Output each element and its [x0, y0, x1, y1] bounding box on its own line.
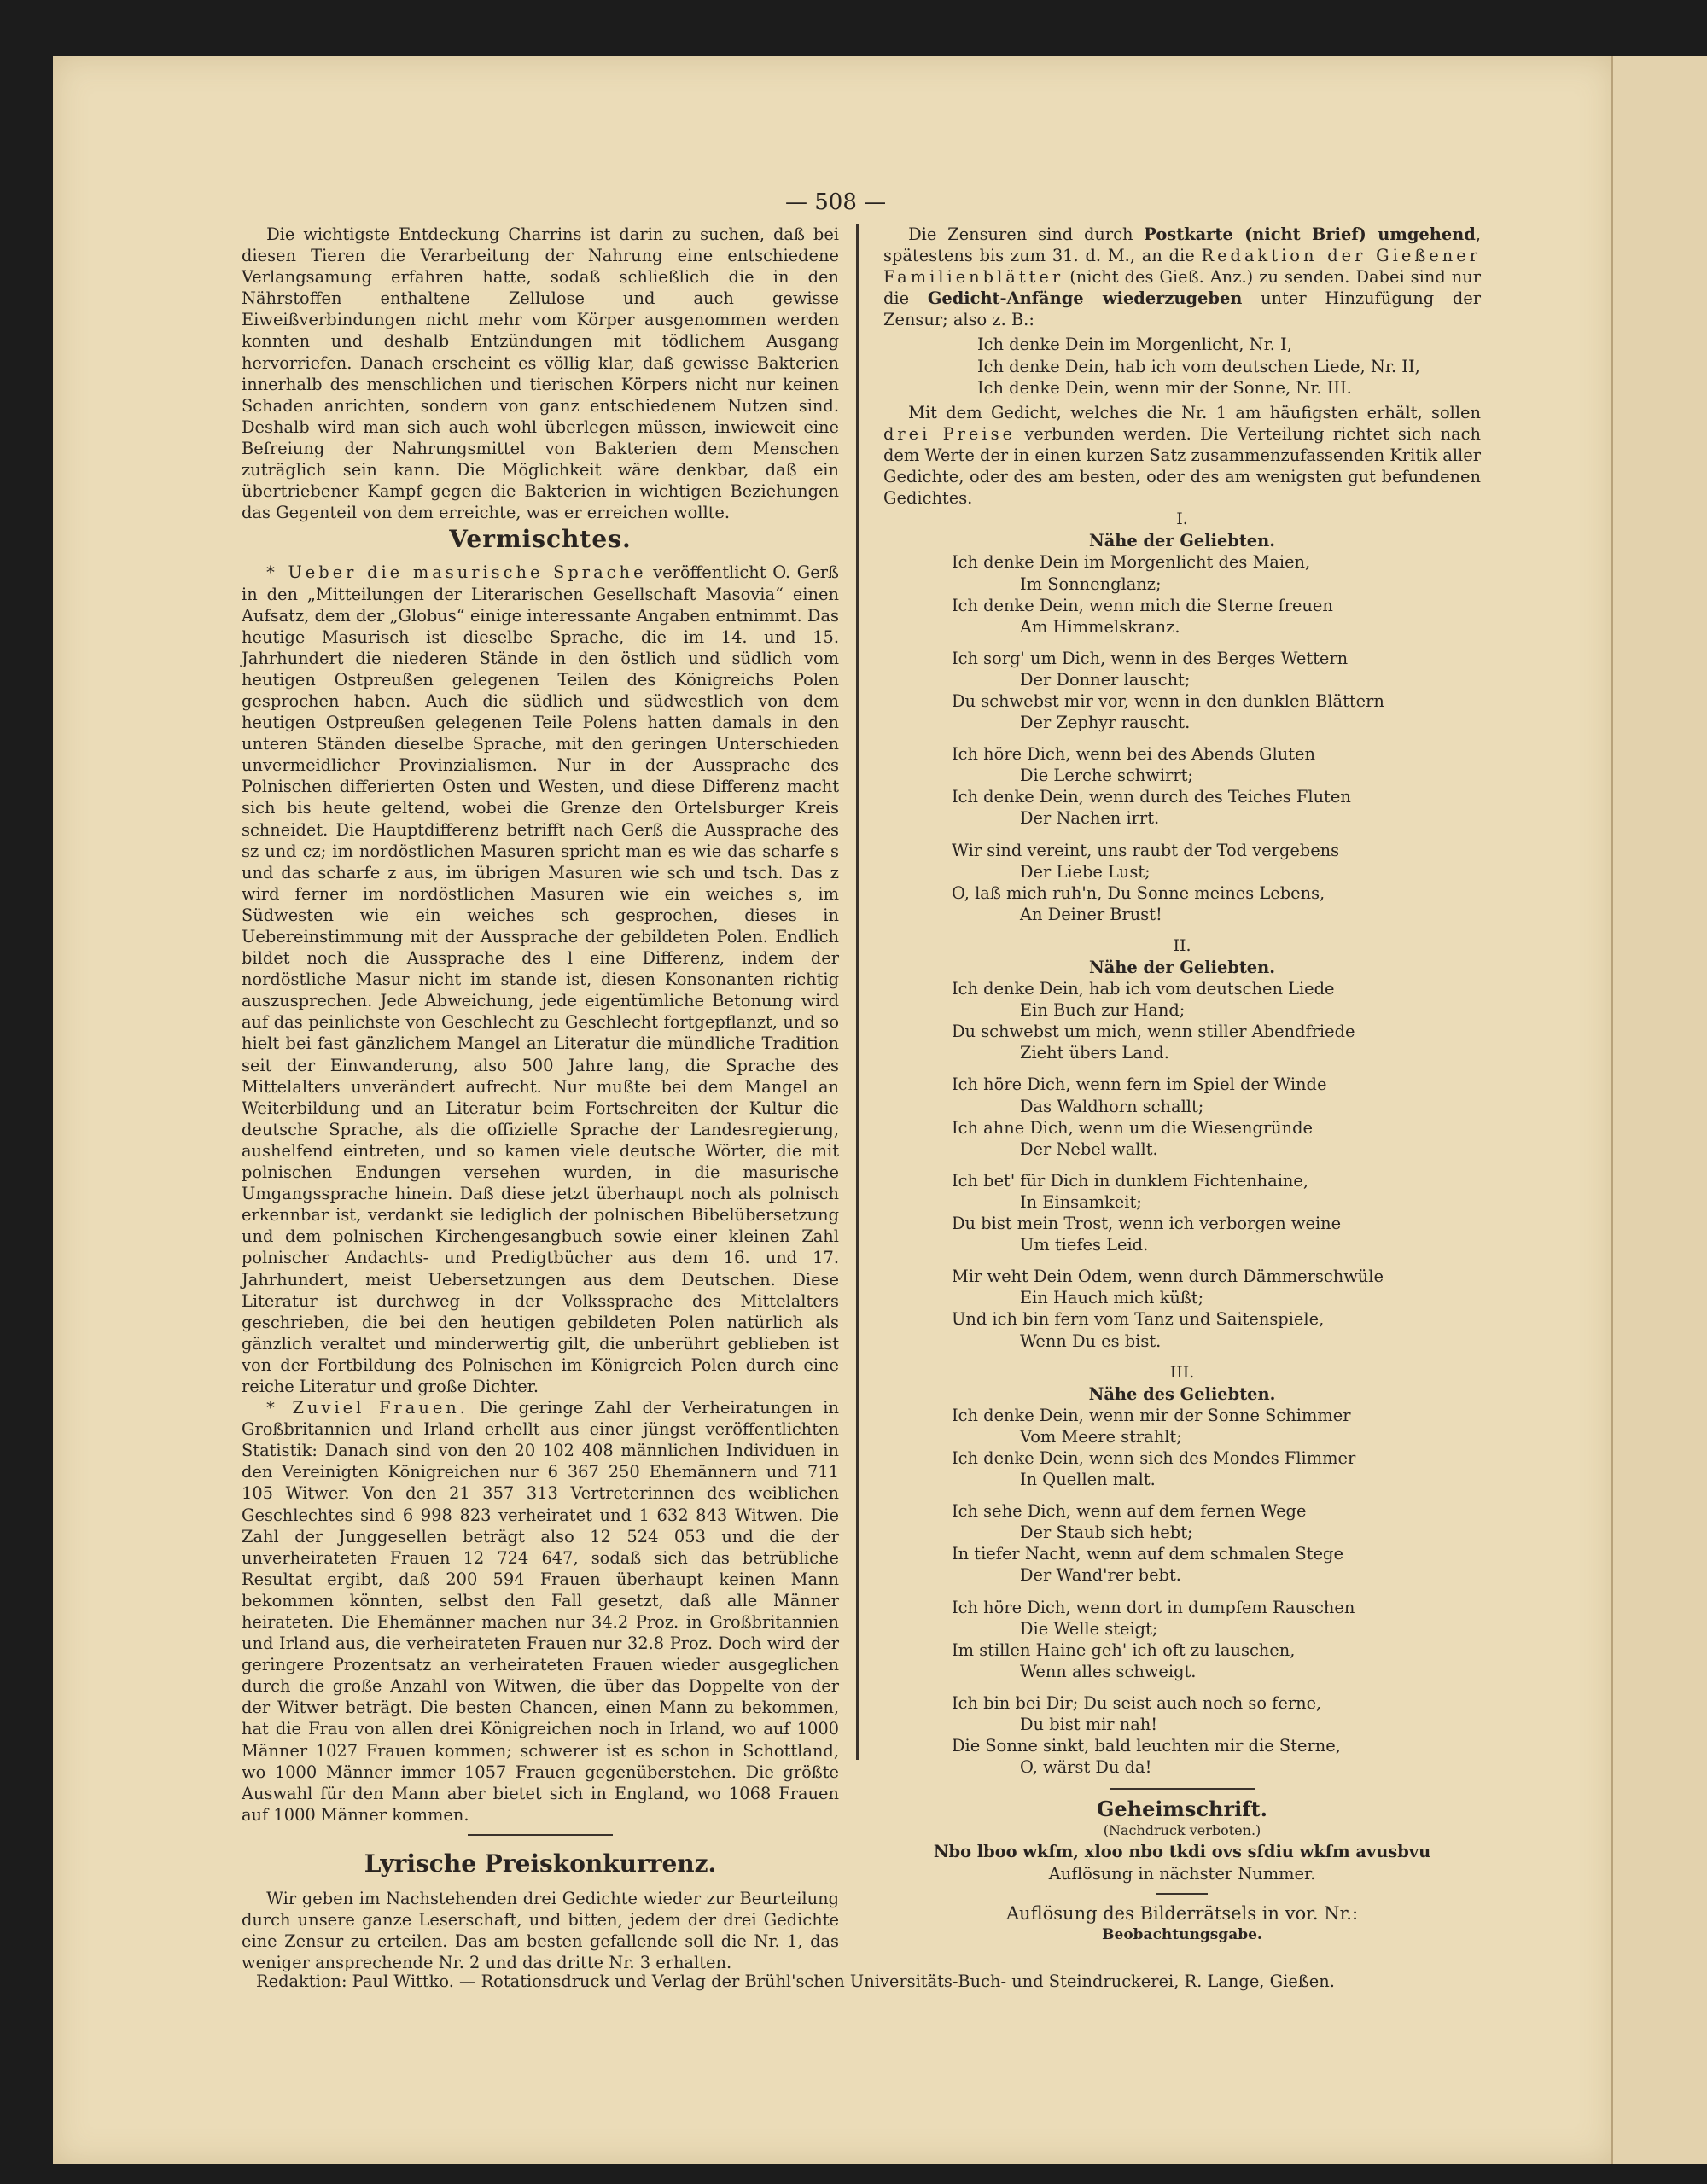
- poem-stanza: [952, 1170, 1481, 1255]
- cipher-note: (Nachdruck verboten.): [1103, 1822, 1261, 1839]
- section-rule: [1156, 1893, 1208, 1895]
- poem-line: Der Nebel wallt.: [1020, 1139, 1158, 1159]
- cipher-hint: Auflösung in nächster Nummer.: [1048, 1863, 1316, 1884]
- poem-line: Das Waldhorn schallt;: [1020, 1096, 1204, 1116]
- poem-line: Du bist mir nah!: [1020, 1715, 1158, 1734]
- poem-title: Nähe der Geliebten.: [1088, 958, 1275, 977]
- poem-line: Zieht übers Land.: [1020, 1043, 1169, 1063]
- article-body: veröffentlicht O. Gerß in den „Mitteilungen der Literarischen Gesellschaft Masovia“ einen Aufsatz, dem der „Globus“ einige interessante Angaben entnimmt. Das heutige Masurisch ist dieselbe Sprache, die im 14. und 15. Jahrhundert die niederen Stände in den östlich und südlich vom heutigen Ostpreußen gelegenen Teilen des Königreichs Polen gesprochen haben. Auch die südlich und südwestlich von dem heutigen Ostpreußen gelegenen Teile Polens hatten damals in den unteren Ständen dieselbe Sprache, mit den geringen Unterschieden unvermeidlicher Provinzialismen. Nur in der Aussprache des Polnischen differierten Osten und Westen, und diese Differenz macht sich bis heute geltend, wobei die Grenze den Ortelsburger Kreis schneidet. Die Hauptdifferenz betrifft nach Gerß die Aussprache des sz und cz; im nordöstlichen Masuren spricht man es wie das scharfe s und das scharfe z aus, im übrigen Masuren wie sch und tsch. Das z wird ferner im nordöstlichen Masuren wie ein weiches s, im Südwesten wie ein weiches sch gesprochen, dieses in Uebereinstimmung mit der Aussprache der gebildeten Polen. Endlich bildet noch die Aussprache des l eine Differenz, indem der nordöstliche Masur nicht im stande ist, diesen Konsonanten richtig auszusprechen. Jede Abweichung, jede eigentümliche Betonung wird auf das peinlichste von Geschlecht zu Geschlecht fortgepflanzt, und so hielt bei fast gänzlichem Mangel an Literatur die mündliche Tradition seit der Einwanderung, also 500 Jahre lang, die Sprache des Mittelalters unverändert aufrecht. Nur mußte bei dem Mangel an Weiterbildung und an Literatur beim Fortschreiten der Kultur die deutsche Sprache, als die offizielle Sprache der Landesregierung, aushelfend eintreten, und so kamen viele deutsche Wörter, die mit polnischen Endungen versehen wurden, in die masurische Umgangssprache hinein. Daß diese jetzt überhaupt noch als polnisch erkennbar ist, verdankt sie lediglich der polnischen Bibelübersetzung und dem polnischen Kirchengesangbuch sowie einer kleinen Zahl polnischer Andachts- und Predigtbücher aus dem 16. und 17. Jahrhundert, meist Uebersetzungen aus dem Deutschen. Diese Literatur ist durchweg in der Volkssprache des Mittelalters geschrieben, die bei den heutigen gebildeten Polen natürlich als gänzlich veraltet und minderwertig gilt, die unberührt geblieben ist von der Fortbildung des Polnischen im Königreich Polen durch eine reiche Literatur und große Dichter.: [242, 562, 839, 1396]
- poem-stanza: [952, 1597, 1481, 1682]
- poem-stanza: [952, 743, 1481, 829]
- poem-line: Ich höre Dich, wenn dort in dumpfem Rauschen: [952, 1597, 1355, 1617]
- poem-line: Der Donner lauscht;: [1020, 669, 1191, 690]
- section-heading-lyrische: Lyrische Preiskonkurrenz.: [364, 1849, 717, 1878]
- poem-line: Die Welle steigt;: [1020, 1618, 1158, 1639]
- poem-line: Vom Meere strahlt;: [1020, 1426, 1182, 1447]
- poem-line: In Einsamkeit;: [1020, 1191, 1142, 1212]
- poem-line: Am Himmelskranz.: [1020, 616, 1180, 637]
- poem-line: Du bist mein Trost, wenn ich verborgen weine: [952, 1214, 1342, 1234]
- text-run: verbunden werden. Die Verteilung richtet sich nach dem Werte der in einen kurzen Satz zusammenzufassenden Kritik aller Gedichte, oder des am besten, oder des am wenigsten gut befundenen Gedichtes.: [883, 423, 1481, 509]
- prize-terms: [883, 402, 1481, 509]
- text-run: drei Preise: [883, 423, 1017, 444]
- text-run: Postkarte (nicht Brief) umgehend: [1144, 224, 1476, 244]
- poem-stanza: [952, 1692, 1481, 1778]
- poem-line: O, wärst Du da!: [1020, 1757, 1152, 1778]
- poem-number: II.: [1173, 935, 1191, 955]
- contest-instructions: [883, 224, 1481, 330]
- poem-line: Ich bet' für Dich in dunklem Fichtenhaine,: [952, 1170, 1309, 1191]
- text-run: Mit dem Gedicht, welches die Nr. 1 am häufigsten erhält, sollen: [908, 402, 1481, 422]
- poem-line: Mir weht Dein Odem, wenn durch Dämmerschwüle: [952, 1267, 1384, 1287]
- left-column: [242, 224, 839, 1973]
- poem-line: Ich denke Dein, wenn durch des Teiches Fluten: [952, 787, 1351, 807]
- section-rule: [468, 1834, 613, 1836]
- poem-3: [883, 1362, 1481, 1779]
- poem-line: Ich denke Dein im Morgenlicht des Maien,: [952, 552, 1311, 573]
- poem-line: Wenn alles schweigt.: [1020, 1661, 1197, 1681]
- article-lead: * Ueber die masurische Sprache: [266, 562, 647, 583]
- poem-title: Nähe der Geliebten.: [1088, 531, 1275, 551]
- puzzle-solution-title: Auflösung des Bilderrätsels in vor. Nr.:: [1005, 1902, 1359, 1924]
- poem-line: Der Zephyr rauscht.: [1020, 713, 1191, 733]
- poem-line: Du schwebst um mich, wenn stiller Abendfriede: [952, 1022, 1355, 1042]
- poem-line: Der Wand'rer bebt.: [1020, 1565, 1181, 1586]
- cipher-title: Geheimschrift.: [1096, 1797, 1268, 1822]
- poem-line: An Deiner Brust!: [1020, 904, 1162, 924]
- poem-line: In Quellen malt.: [1020, 1470, 1156, 1490]
- article-body: Die geringe Zahl der Verheiratungen in Großbritannien und Irland erhellt aus einer jüngst veröffentlichten Statistik: Danach sind von den 20 102 408 männlichen Individuen in den Vereinigten Königreichen nur 6 367 250 Ehemännern und 711 105 Witwer. Von den 21 357 313 Vertreterinnen des weiblichen Geschlechtes sind 6 998 823 verheiratet und 1 632 843 Witwen. Die Zahl der Junggesellen beträgt also 12 524 053 und die der unverheirateten Frauen 12 724 647, sodaß sich das betrübliche Resultat ergibt, daß 200 594 Frauen überhaupt keinen Mann bekommen könnten, selbst den Fall gesetzt, daß alle Männer heirateten. Die Ehemänner machen nur 34.2 Proz. in Großbritannien und Irland aus, die verheirateten Frauen nur 32.8 Proz. Doch wird der geringere Prozentsatz an verheirateten Frauen wieder ausgeglichen durch die große Anzahl von Witwen, die über das Doppelte von der der Witwer beträgt. Die besten Chancen, einen Mann zu bekommen, hat die Frau von allen drei Königreichen noch in Irland, wo auf 1000 Männer 1027 Frauen kommen; schwerer ist es schon in Schottland, wo 1000 Männer immer 1057 Frauen gegenüberstehen. Die größte Auswahl für den Mann aber bietet sich in England, wo 1068 Frauen auf 1000 Männer kommen.: [242, 1398, 839, 1825]
- poem-number: III.: [1169, 1362, 1195, 1382]
- example-line: Ich denke Dein, hab ich vom deutschen Liede, Nr. II,: [977, 356, 1420, 376]
- poem-number: I.: [1176, 510, 1188, 529]
- text-run: , spätestens bis zum 31. d. M., an die: [883, 224, 1481, 266]
- article-lead: * Zuviel Frauen.: [266, 1398, 469, 1418]
- poem-stanza: [952, 1405, 1481, 1490]
- poem-stanza: [952, 551, 1481, 637]
- poem-stanza: [952, 1500, 1481, 1586]
- imprint-footer: Redaktion: Paul Wittko. — Rotationsdruck und Verlag der Brühl'schen Universitäts-Buch- und Steindruckerei, R. Lange, Gießen.: [256, 1971, 1335, 1991]
- poem-line: Und ich bin fern vom Tanz und Saitenspiele,: [952, 1309, 1325, 1330]
- poem-line: O, laß mich ruh'n, Du Sonne meines Lebens,: [952, 882, 1325, 903]
- text-run: Die Zensuren sind durch: [908, 224, 1145, 244]
- contest-intro: Wir geben im Nachstehenden drei Gedichte wieder zur Beurteilung durch unsere ganze Leserschaft, und bitten, jedem der drei Gedichte eine Zensur zu erteilen. Das am besten gefallende soll die Nr. 1, das weniger ansprechende Nr. 2 und das dritte Nr. 3 erhalten.: [242, 1889, 839, 1973]
- poem-line: Ich sorg' um Dich, wenn in des Berges Wettern: [952, 648, 1349, 668]
- example-list: [977, 334, 1481, 398]
- poem-line: Ich bin bei Dir; Du seist auch noch so ferne,: [952, 1692, 1322, 1713]
- poem-line: Um tiefes Leid.: [1020, 1235, 1149, 1255]
- text-run: Gedicht-Anfänge wiederzugeben: [927, 288, 1243, 309]
- example-line: Ich denke Dein, wenn mir der Sonne, Nr. III.: [977, 377, 1352, 398]
- poem-line: Ein Hauch mich küßt;: [1020, 1288, 1204, 1308]
- poem-stanza: [952, 840, 1481, 925]
- poem-line: In tiefer Nacht, wenn auf dem schmalen Stege: [952, 1544, 1343, 1564]
- poem-stanza: [952, 1266, 1481, 1351]
- poem-title: Nähe des Geliebten.: [1088, 1383, 1276, 1404]
- text-run: Redaktion der Gießener Familienblätter: [883, 246, 1481, 288]
- text-run: (nicht des Gieß. Anz.) zu senden. Dabei sind nur die: [883, 267, 1481, 309]
- poem-line: Die Sonne sinkt, bald leuchten mir die Sterne,: [952, 1736, 1341, 1756]
- poem-line: Ich sehe Dich, wenn auf dem fernen Wege: [952, 1501, 1307, 1522]
- cipher-text: Nbo lboo wkfm, xloo nbo tkdi ovs sfdiu wkfm avusbvu: [933, 1842, 1431, 1862]
- poem-stanza: [952, 648, 1481, 733]
- poem-line: Die Lerche schwirrt;: [1020, 766, 1193, 786]
- poem-1: [883, 509, 1481, 925]
- adjacent-page-edge: [1611, 56, 1707, 2164]
- right-column: [883, 224, 1481, 1946]
- poem-line: Ich denke Dein, wenn mir der Sonne Schimmer: [952, 1405, 1351, 1425]
- poem-line: Im stillen Haine geh' ich oft zu lauschen,: [952, 1639, 1296, 1660]
- poem-line: Du schwebst mir vor, wenn in den dunklen Blättern: [952, 690, 1384, 711]
- poem-line: Der Liebe Lust;: [1020, 861, 1151, 882]
- poem-line: Ich denke Dein, hab ich vom deutschen Liede: [952, 979, 1335, 999]
- poem-line: Ich höre Dich, wenn bei des Abends Gluten: [952, 744, 1315, 765]
- poem-line: Der Nachen irrt.: [1020, 808, 1160, 829]
- poem-line: Ich ahne Dich, wenn um die Wiesengründe: [952, 1117, 1314, 1138]
- poem-line: Ich höre Dich, wenn fern im Spiel der Winde: [952, 1075, 1327, 1095]
- page-number: — 508 —: [785, 189, 887, 215]
- poem-line: Wenn Du es bist.: [1020, 1331, 1162, 1351]
- poem-line: Ein Buch zur Hand;: [1020, 1000, 1186, 1021]
- poem-line: Wir sind vereint, uns raubt der Tod vergebens: [952, 840, 1340, 860]
- article-too-many-women: [242, 1397, 839, 1826]
- section-rule: [1110, 1788, 1255, 1790]
- poem-line: Ich denke Dein, wenn mich die Sterne freuen: [952, 595, 1333, 615]
- poem-line: Der Staub sich hebt;: [1020, 1523, 1193, 1543]
- poem-stanza: [952, 978, 1481, 1063]
- poem-2: [883, 935, 1481, 1352]
- article-bacteria: Die wichtigste Entdeckung Charrins ist darin zu suchen, daß bei diesen Tieren die Verarbeitung der Nahrung eine entschiedene Verlangsamung erfahren hatte, sodaß schließlich die in den Nährstoffen enthaltene Zellulose und auch gewisse Eiweißverbindungen nicht mehr vom Körper ausgenommen werden konnten und deshalb Entzündungen mit tödlichem Ausgang hervorriefen. Danach erscheint es völlig klar, daß gewisse Bakterien innerhalb des menschlichen und tierischen Körpers nicht nur keinen Schaden anrichten, sondern von ganz entschiedenem Nutzen sind. Deshalb wird man sich auch wohl überlegen müssen, inwieweit eine Befreiung der Nahrungsmittel von Bakterien dem Menschen zuträglich sein kann. Die Möglichkeit wäre denkbar, daß ein übertriebener Kampf gegen die Bakterien in wichtigen Beziehungen das Gegenteil von dem erreichte, was er erreichen wollte.: [242, 224, 839, 523]
- poem-stanza: [952, 1074, 1481, 1159]
- text-run: unter Hinzufügung der Zensur; also z. B.:: [883, 288, 1481, 330]
- puzzle-solution-answer: Beobachtungsgabe.: [1102, 1925, 1262, 1943]
- poem-line: Im Sonnenglanz;: [1020, 574, 1162, 594]
- section-heading-vermischtes: Vermischtes.: [449, 525, 632, 554]
- poem-line: Ich denke Dein, wenn sich des Mondes Flimmer: [952, 1447, 1356, 1468]
- example-line: Ich denke Dein im Morgenlicht, Nr. I,: [977, 335, 1292, 355]
- article-masurian-language: [242, 562, 839, 1397]
- column-divider: [856, 224, 859, 1760]
